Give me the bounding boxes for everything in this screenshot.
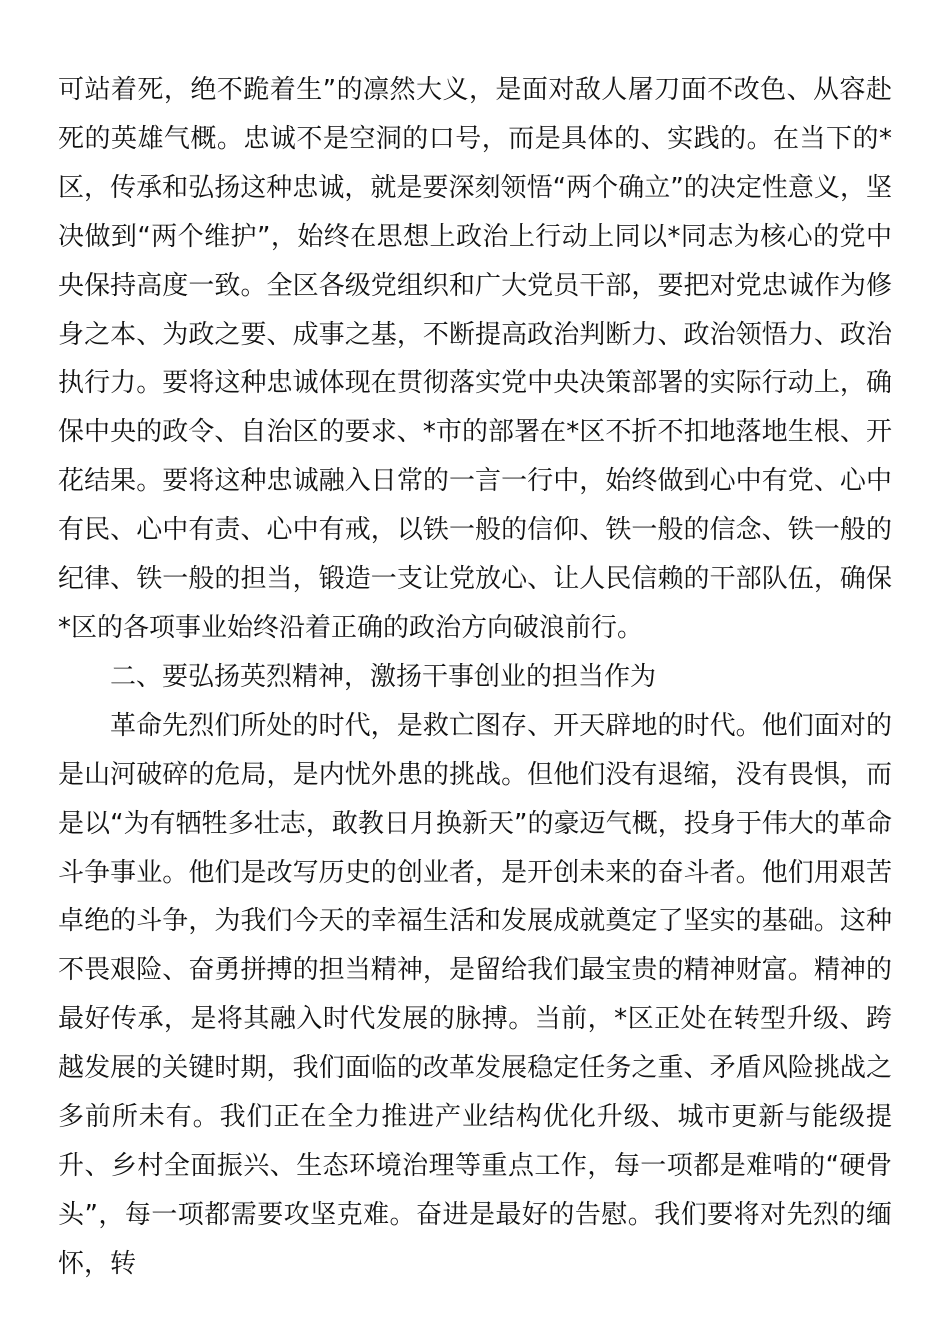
- paragraph-loyalty-continued: 可站着死，绝不跪着生”的凛然大义，是面对敌人屠刀面不改色、从容赴死的英雄气概。忠诚不是空洞的口号，而是具体的、实践的。在当下的*区，传承和弘扬这种忠诚，就是要深刻领悟“两个确立”的决定性意义，坚决做到“两个维护”，始终在思想上政治上行动上同以*同志为核心的党中央保持高度一致。全区各级党组织和广大党员干部，要把对党忠诚作为修身之本、为政之要、成事之基，不断提高政治判断力、政治领悟力、政治执行力。要将这种忠诚体现在贯彻落实党中央决策部署的实际行动上，确保中央的政令、自治区的要求、*市的部署在*区不折不扣地落地生根、开花结果。要将这种忠诚融入日常的一言一行中，始终做到心中有党、心中有民、心中有责、心中有戒，以铁一般的信仰、铁一般的信念、铁一般的纪律、铁一般的担当，锻造一支让党放心、让人民信赖的干部队伍，确保*区的各项事业始终沿着正确的政治方向破浪前行。: [58, 75, 892, 643]
- document-body: [58, 66, 892, 1289]
- section-heading-2: 二、要弘扬英烈精神，激扬干事创业的担当作为: [110, 661, 657, 692]
- paragraph-martyrs-spirit: 革命先烈们所处的时代，是救亡图存、开天辟地的时代。他们面对的是山河破碎的危局，是内忧外患的挑战。但他们没有退缩，没有畏惧，而是以“为有牺牲多壮志，敢教日月换新天”的豪迈气概，投身于伟大的革命斗争事业。他们是改写历史的创业者，是开创未来的奋斗者。他们用艰苦卓绝的斗争，为我们今天的幸福生活和发展成就奠定了坚实的基础。这种不畏艰险、奋勇拼搏的担当精神，是留给我们最宝贵的精神财富。精神的最好传承，是将其融入时代发展的脉搏。当前，*区正处在转型升级、跨越发展的关键时期，我们面临的改革发展稳定任务之重、矛盾风险挑战之多前所未有。我们正在全力推进产业结构优化升级、城市更新与能级提升、乡村全面振兴、生态环境治理等重点工作，每一项都是难啃的“硬骨头”，每一项都需要攻坚克难。奋进是最好的告慰。我们要将对先烈的缅怀，转: [58, 710, 892, 1279]
